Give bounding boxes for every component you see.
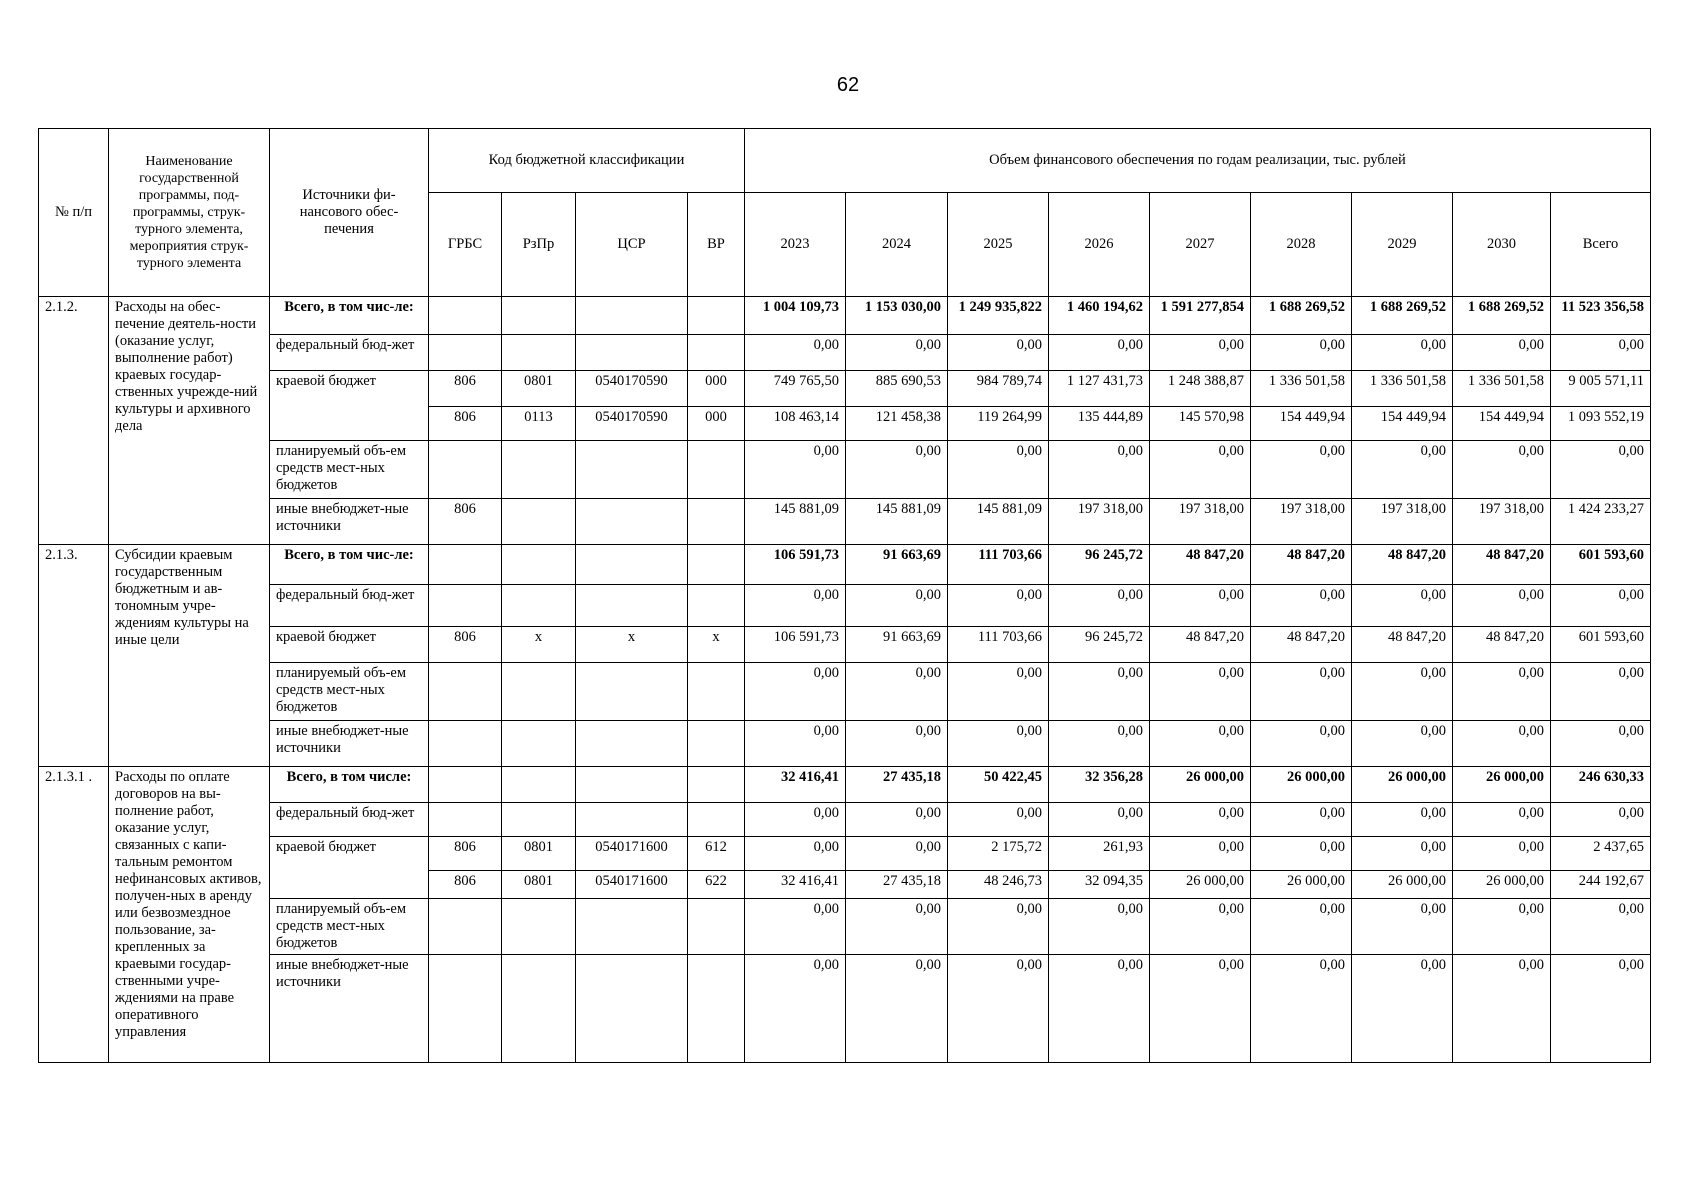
year-value-cell: 0,00 [846,899,948,955]
year-value-cell: 0,00 [1049,335,1150,371]
rzpr-cell [502,955,576,1063]
year-value-cell: 984 789,74 [948,371,1049,407]
header-year: 2030 [1453,193,1551,297]
header-year: 2023 [745,193,846,297]
rzpr-cell: 0113 [502,407,576,441]
grbs-cell [429,803,502,837]
year-value-cell: 0,00 [1049,663,1150,721]
csr-cell: 0540170590 [576,407,688,441]
total-value-cell: 11 523 356,58 [1551,297,1651,335]
year-value-cell: 1 153 030,00 [846,297,948,335]
source-cell: планируемый объ-ем средств мест-ных бюджетов [270,899,429,955]
csr-cell: 0540170590 [576,371,688,407]
year-value-cell: 1 336 501,58 [1453,371,1551,407]
year-value-cell: 0,00 [1150,335,1251,371]
year-value-cell: 145 881,09 [745,499,846,545]
csr-cell: 0540171600 [576,837,688,871]
total-value-cell: 0,00 [1551,803,1651,837]
csr-cell [576,441,688,499]
year-value-cell: 0,00 [846,803,948,837]
rzpr-cell [502,721,576,767]
vr-cell [688,297,745,335]
total-value-cell: 0,00 [1551,721,1651,767]
header-year: 2025 [948,193,1049,297]
year-value-cell: 0,00 [745,837,846,871]
year-value-cell: 26 000,00 [1251,871,1352,899]
rzpr-cell: 0801 [502,837,576,871]
source-cell: планируемый объ-ем средств мест-ных бюджетов [270,663,429,721]
year-value-cell: 0,00 [745,899,846,955]
grbs-cell [429,721,502,767]
year-value-cell: 1 249 935,822 [948,297,1049,335]
csr-cell: 0540171600 [576,871,688,899]
budget-table [38,128,1651,1063]
vr-cell [688,585,745,627]
year-value-cell: 0,00 [1251,663,1352,721]
year-value-cell: 48 246,73 [948,871,1049,899]
total-value-cell: 0,00 [1551,335,1651,371]
year-value-cell: 0,00 [1251,721,1352,767]
year-value-cell: 119 264,99 [948,407,1049,441]
vr-cell [688,663,745,721]
year-value-cell: 106 591,73 [745,545,846,585]
header-num: № п/п [39,129,109,297]
table-row [39,335,1651,371]
year-value-cell: 197 318,00 [1049,499,1150,545]
year-value-cell: 0,00 [1352,441,1453,499]
table-row [39,721,1651,767]
year-value-cell: 197 318,00 [1150,499,1251,545]
year-value-cell: 0,00 [1150,837,1251,871]
section-number: 2.1.2. [39,297,109,545]
rzpr-cell [502,899,576,955]
year-value-cell: 26 000,00 [1453,871,1551,899]
year-value-cell: 135 444,89 [1049,407,1150,441]
year-value-cell: 48 847,20 [1251,545,1352,585]
year-value-cell: 0,00 [846,335,948,371]
grbs-cell [429,335,502,371]
year-value-cell: 48 847,20 [1352,627,1453,663]
rzpr-cell: 0801 [502,871,576,899]
rzpr-cell: 0801 [502,371,576,407]
total-value-cell: 0,00 [1551,663,1651,721]
year-value-cell: 1 591 277,854 [1150,297,1251,335]
total-value-cell: 0,00 [1551,899,1651,955]
year-value-cell: 0,00 [1352,335,1453,371]
year-value-cell: 32 416,41 [745,767,846,803]
csr-cell [576,499,688,545]
year-value-cell: 1 688 269,52 [1453,297,1551,335]
csr-cell [576,545,688,585]
year-value-cell: 0,00 [1352,955,1453,1063]
year-value-cell: 261,93 [1049,837,1150,871]
year-value-cell: 0,00 [948,955,1049,1063]
section-name: Расходы на обес-печение деятель-ности (оказание услуг, выполнение работ) краевых государ-ственных учрежде-ний культуры и архивного дела [109,297,270,545]
total-value-cell: 244 192,67 [1551,871,1651,899]
year-value-cell: 197 318,00 [1251,499,1352,545]
total-value-cell: 601 593,60 [1551,545,1651,585]
year-value-cell: 1 336 501,58 [1251,371,1352,407]
year-value-cell: 0,00 [1251,585,1352,627]
source-cell: краевой бюджет [270,627,429,663]
table-row [39,955,1651,1063]
grbs-cell [429,585,502,627]
year-value-cell: 26 000,00 [1453,767,1551,803]
year-value-cell: 0,00 [1150,441,1251,499]
year-value-cell: 1 688 269,52 [1352,297,1453,335]
year-value-cell: 26 000,00 [1251,767,1352,803]
year-value-cell: 48 847,20 [1251,627,1352,663]
vr-cell: 000 [688,407,745,441]
source-cell: краевой бюджет [270,837,429,899]
year-value-cell: 26 000,00 [1352,767,1453,803]
year-value-cell: 0,00 [1352,663,1453,721]
total-value-cell: 246 630,33 [1551,767,1651,803]
table-row [39,499,1651,545]
vr-cell [688,955,745,1063]
source-cell: федеральный бюд-жет [270,585,429,627]
year-value-cell: 154 449,94 [1251,407,1352,441]
source-cell: Всего, в том числе: [270,767,429,803]
year-value-cell: 0,00 [1150,663,1251,721]
year-value-cell: 0,00 [1150,955,1251,1063]
header-grbs: ГРБС [429,193,502,297]
year-value-cell: 0,00 [1049,721,1150,767]
table-row [39,371,1651,407]
vr-cell [688,803,745,837]
header-year: 2024 [846,193,948,297]
year-value-cell: 2 175,72 [948,837,1049,871]
year-value-cell: 0,00 [745,441,846,499]
year-value-cell: 0,00 [948,899,1049,955]
year-value-cell: 0,00 [1453,721,1551,767]
rzpr-cell [502,499,576,545]
header-total: Всего [1551,193,1651,297]
grbs-cell [429,545,502,585]
year-value-cell: 48 847,20 [1150,545,1251,585]
source-cell: краевой бюджет [270,371,429,441]
vr-cell [688,499,745,545]
year-value-cell: 0,00 [1453,803,1551,837]
year-value-cell: 26 000,00 [1150,767,1251,803]
total-value-cell: 9 005 571,11 [1551,371,1651,407]
year-value-cell: 0,00 [1251,955,1352,1063]
header-csr: ЦСР [576,193,688,297]
year-value-cell: 0,00 [1352,803,1453,837]
table-row [39,899,1651,955]
csr-cell [576,663,688,721]
section-number: 2.1.3. [39,545,109,767]
year-value-cell: 0,00 [948,803,1049,837]
year-value-cell: 26 000,00 [1352,871,1453,899]
year-value-cell: 26 000,00 [1150,871,1251,899]
year-value-cell: 0,00 [745,721,846,767]
year-value-cell: 197 318,00 [1453,499,1551,545]
year-value-cell: 0,00 [1049,955,1150,1063]
total-value-cell: 1 093 552,19 [1551,407,1651,441]
header-vr: ВР [688,193,745,297]
year-value-cell: 111 703,66 [948,545,1049,585]
header-year: 2026 [1049,193,1150,297]
year-value-cell: 0,00 [1049,441,1150,499]
year-value-cell: 48 847,20 [1352,545,1453,585]
source-cell: иные внебюджет-ные источники [270,955,429,1063]
csr-cell [576,955,688,1063]
year-value-cell: 0,00 [1251,899,1352,955]
grbs-cell: 806 [429,627,502,663]
rzpr-cell [502,335,576,371]
year-value-cell: 111 703,66 [948,627,1049,663]
year-value-cell: 0,00 [745,663,846,721]
year-value-cell: 0,00 [846,441,948,499]
year-value-cell: 0,00 [1352,837,1453,871]
source-cell: иные внебюджет-ные источники [270,499,429,545]
vr-cell [688,545,745,585]
year-value-cell: 27 435,18 [846,767,948,803]
header-year: 2029 [1352,193,1453,297]
grbs-cell [429,767,502,803]
year-value-cell: 0,00 [745,585,846,627]
vr-cell: 612 [688,837,745,871]
year-value-cell: 0,00 [948,441,1049,499]
grbs-cell: 806 [429,371,502,407]
vr-cell: 622 [688,871,745,899]
table-row [39,663,1651,721]
grbs-cell [429,899,502,955]
year-value-cell: 0,00 [1251,837,1352,871]
rzpr-cell [502,663,576,721]
csr-cell [576,335,688,371]
table-row [39,837,1651,871]
vr-cell [688,767,745,803]
section-name: Субсидии краевым государственным бюджетным и ав-тономным учре-ждениям культуры на иные цели [109,545,270,767]
header-year: 2027 [1150,193,1251,297]
year-value-cell: 0,00 [1251,335,1352,371]
year-value-cell: 154 449,94 [1352,407,1453,441]
vr-cell: 000 [688,371,745,407]
year-value-cell: 0,00 [745,803,846,837]
year-value-cell: 0,00 [1352,585,1453,627]
table-row [39,297,1651,335]
rzpr-cell: x [502,627,576,663]
total-value-cell: 0,00 [1551,955,1651,1063]
year-value-cell: 0,00 [1352,899,1453,955]
year-value-cell: 91 663,69 [846,545,948,585]
header-volume: Объем финансового обеспечения по годам реализации, тыс. рублей [745,129,1651,193]
grbs-cell [429,955,502,1063]
year-value-cell: 0,00 [846,585,948,627]
header-year: 2028 [1251,193,1352,297]
year-value-cell: 48 847,20 [1453,545,1551,585]
source-cell: Всего, в том чис-ле: [270,297,429,335]
year-value-cell: 32 094,35 [1049,871,1150,899]
vr-cell [688,899,745,955]
year-value-cell: 108 463,14 [745,407,846,441]
year-value-cell: 0,00 [846,721,948,767]
year-value-cell: 0,00 [1251,441,1352,499]
total-value-cell: 1 424 233,27 [1551,499,1651,545]
page-number: 62 [836,74,860,96]
year-value-cell: 0,00 [1049,585,1150,627]
table-row [39,545,1651,585]
section-number: 2.1.3.1 . [39,767,109,1063]
rzpr-cell [502,297,576,335]
year-value-cell: 0,00 [1453,899,1551,955]
year-value-cell: 1 248 388,87 [1150,371,1251,407]
grbs-cell: 806 [429,407,502,441]
grbs-cell [429,297,502,335]
year-value-cell: 749 765,50 [745,371,846,407]
csr-cell [576,899,688,955]
table-row [39,441,1651,499]
total-value-cell: 0,00 [1551,441,1651,499]
year-value-cell: 145 570,98 [1150,407,1251,441]
year-value-cell: 0,00 [948,663,1049,721]
vr-cell [688,441,745,499]
vr-cell: x [688,627,745,663]
year-value-cell: 0,00 [1150,899,1251,955]
source-cell: федеральный бюд-жет [270,803,429,837]
year-value-cell: 0,00 [948,721,1049,767]
year-value-cell: 106 591,73 [745,627,846,663]
year-value-cell: 121 458,38 [846,407,948,441]
year-value-cell: 0,00 [1453,335,1551,371]
year-value-cell: 197 318,00 [1352,499,1453,545]
csr-cell [576,585,688,627]
year-value-cell: 0,00 [1049,899,1150,955]
year-value-cell: 885 690,53 [846,371,948,407]
csr-cell [576,297,688,335]
header-kbk: Код бюджетной классификации [429,129,745,193]
year-value-cell: 0,00 [1453,837,1551,871]
rzpr-cell [502,545,576,585]
year-value-cell: 48 847,20 [1150,627,1251,663]
year-value-cell: 0,00 [1352,721,1453,767]
source-cell: планируемый объ-ем средств мест-ных бюджетов [270,441,429,499]
csr-cell [576,803,688,837]
header-rzpr: РзПр [502,193,576,297]
year-value-cell: 0,00 [1453,441,1551,499]
header-source: Источники фи-нансового обес-печения [270,129,429,297]
source-cell: иные внебюджет-ные источники [270,721,429,767]
year-value-cell: 96 245,72 [1049,545,1150,585]
year-value-cell: 0,00 [1150,803,1251,837]
year-value-cell: 96 245,72 [1049,627,1150,663]
grbs-cell [429,663,502,721]
year-value-cell: 0,00 [1150,721,1251,767]
table-row [39,803,1651,837]
source-cell: Всего, в том чис-ле: [270,545,429,585]
year-value-cell: 0,00 [1453,663,1551,721]
year-value-cell: 27 435,18 [846,871,948,899]
year-value-cell: 50 422,45 [948,767,1049,803]
table-row [39,767,1651,803]
table-body [39,297,1651,1063]
year-value-cell: 1 004 109,73 [745,297,846,335]
source-cell: федеральный бюд-жет [270,335,429,371]
year-value-cell: 0,00 [745,955,846,1063]
year-value-cell: 1 336 501,58 [1352,371,1453,407]
year-value-cell: 145 881,09 [948,499,1049,545]
year-value-cell: 1 127 431,73 [1049,371,1150,407]
year-value-cell: 1 688 269,52 [1251,297,1352,335]
header-name: Наименование государственной программы, под-программы, струк-турного элемента, мероприятия струк-турного элемента [109,129,270,297]
year-value-cell: 154 449,94 [1453,407,1551,441]
year-value-cell: 145 881,09 [846,499,948,545]
table-row [39,585,1651,627]
total-value-cell: 2 437,65 [1551,837,1651,871]
grbs-cell: 806 [429,837,502,871]
vr-cell [688,335,745,371]
grbs-cell: 806 [429,871,502,899]
year-value-cell: 0,00 [1049,803,1150,837]
year-value-cell: 0,00 [745,335,846,371]
csr-cell [576,767,688,803]
csr-cell [576,721,688,767]
table-header [39,129,1651,297]
year-value-cell: 0,00 [846,837,948,871]
year-value-cell: 0,00 [1251,803,1352,837]
year-value-cell: 32 416,41 [745,871,846,899]
section-name: Расходы по оплате договоров на вы-полнение работ, оказание услуг, связанных с капи-тальным ремонтом нефинансовых активов, получен-ных в аренду или безвозмездное пользование, за-крепленных за краевыми государ-ственными учре-ждениями на праве оперативного управления [109,767,270,1063]
year-value-cell: 0,00 [1150,585,1251,627]
rzpr-cell [502,803,576,837]
rzpr-cell [502,585,576,627]
year-value-cell: 0,00 [1453,585,1551,627]
year-value-cell: 0,00 [846,955,948,1063]
year-value-cell: 0,00 [948,335,1049,371]
year-value-cell: 1 460 194,62 [1049,297,1150,335]
total-value-cell: 601 593,60 [1551,627,1651,663]
table-row [39,627,1651,663]
vr-cell [688,721,745,767]
year-value-cell: 0,00 [846,663,948,721]
year-value-cell: 91 663,69 [846,627,948,663]
year-value-cell: 32 356,28 [1049,767,1150,803]
grbs-cell: 806 [429,499,502,545]
year-value-cell: 48 847,20 [1453,627,1551,663]
grbs-cell [429,441,502,499]
year-value-cell: 0,00 [1453,955,1551,1063]
total-value-cell: 0,00 [1551,585,1651,627]
csr-cell: x [576,627,688,663]
year-value-cell: 0,00 [948,585,1049,627]
rzpr-cell [502,767,576,803]
rzpr-cell [502,441,576,499]
